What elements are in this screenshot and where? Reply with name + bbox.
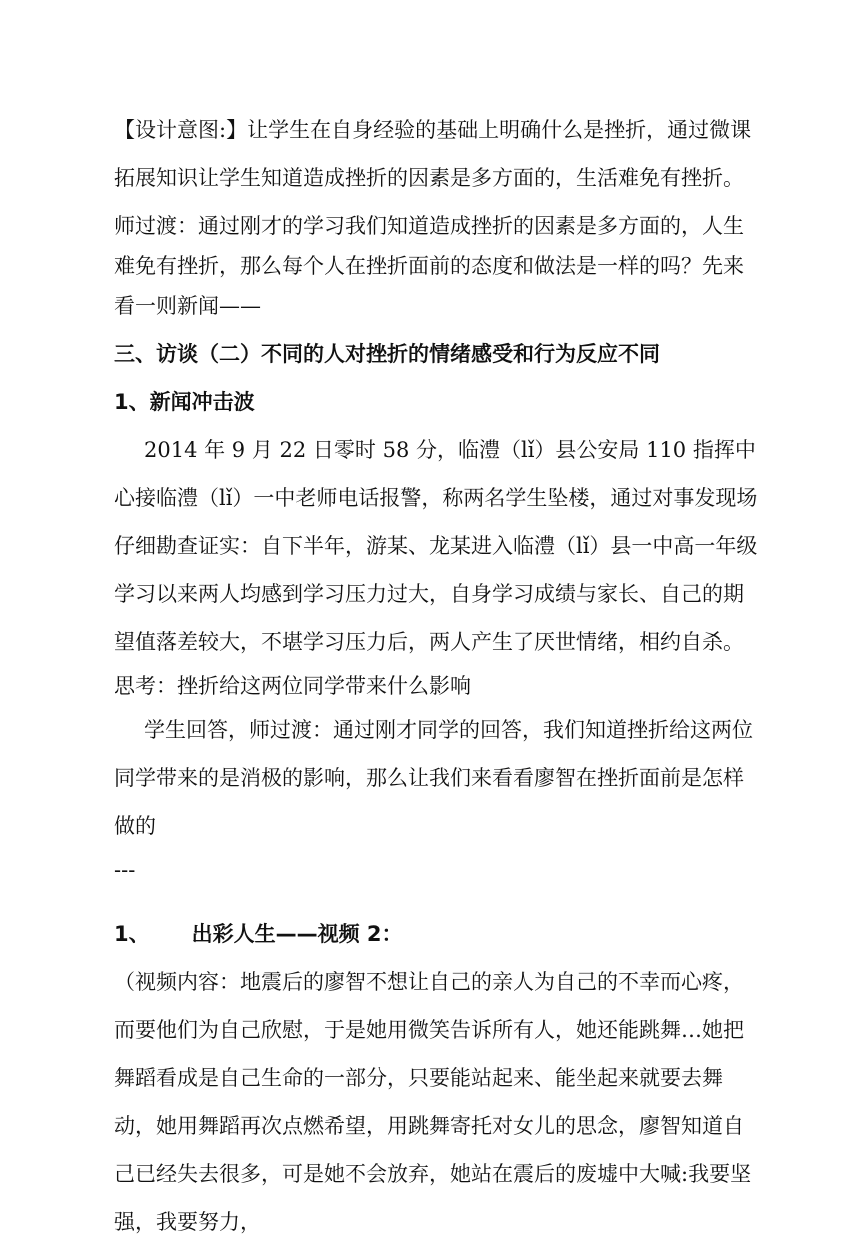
subheading-text: 出彩人生——视频 2：	[191, 922, 403, 946]
video-content-paragraph: （视频内容：地震后的廖智不想让自己的亲人为自己的不幸而心疼，而要他们为自己欣慰，于是她用微笑告诉所有人，她还能跳舞…她把舞蹈看成是自己生命的一部分，只要能站起来、能坐起来就要去舞动，她用舞蹈再次点燃希望，用跳舞寄托对女儿的思念，廖智知道自己已经失去很多，可是她不会放弃，她站在震后的废墟中大喊:我要坚强，我要努力，	[114, 970, 752, 1234]
news-paragraph: 2014 年 9 月 22 日零时 58 分，临澧（lǐ）县公安局 110 指挥中心接临澧（lǐ）一中老师电话报警，称两名学生坠楼，通过对事发现场仔细勘查证实：自下半年，游某、龙某进入临澧（lǐ）县一中高一年级学习以来两人均感到学习压力过大，自身学习成绩与家长、自己的期望值落差较大，不堪学习压力后，两人产生了厌世情绪，相约自杀。	[114, 438, 758, 654]
student-answer-paragraph: 学生回答，师过渡：通过刚才同学的回答，我们知道挫折给这两位同学带来的是消极的影响，那么让我们来看看廖智在挫折面前是怎样做的	[114, 718, 753, 838]
answer-tail-dashes: ---	[114, 858, 136, 882]
subheading-video-two	[114, 910, 764, 958]
subheading-number: 1、	[114, 922, 150, 946]
design-intent-paragraph: 【设计意图:】让学生在自身经验的基础上明确什么是挫折，通过微课拓展知识让学生知道造成挫折的因素是多方面的，生活难免有挫折。	[114, 118, 752, 190]
think-question: 思考：挫折给这两位同学带来什么影响	[114, 674, 471, 698]
teacher-transition-paragraph: 师过渡：通过刚才的学习我们知道造成挫折的因素是多方面的，人生难免有挫折，那么每个人在挫折面前的态度和做法是一样的吗？先来看一则新闻——	[114, 214, 744, 318]
section-heading-interview-two: 三、访谈（二）不同的人对挫折的情绪感受和行为反应不同	[114, 342, 660, 366]
subheading-news-impact: 1、新闻冲击波	[114, 390, 255, 414]
document-body	[114, 106, 764, 1246]
